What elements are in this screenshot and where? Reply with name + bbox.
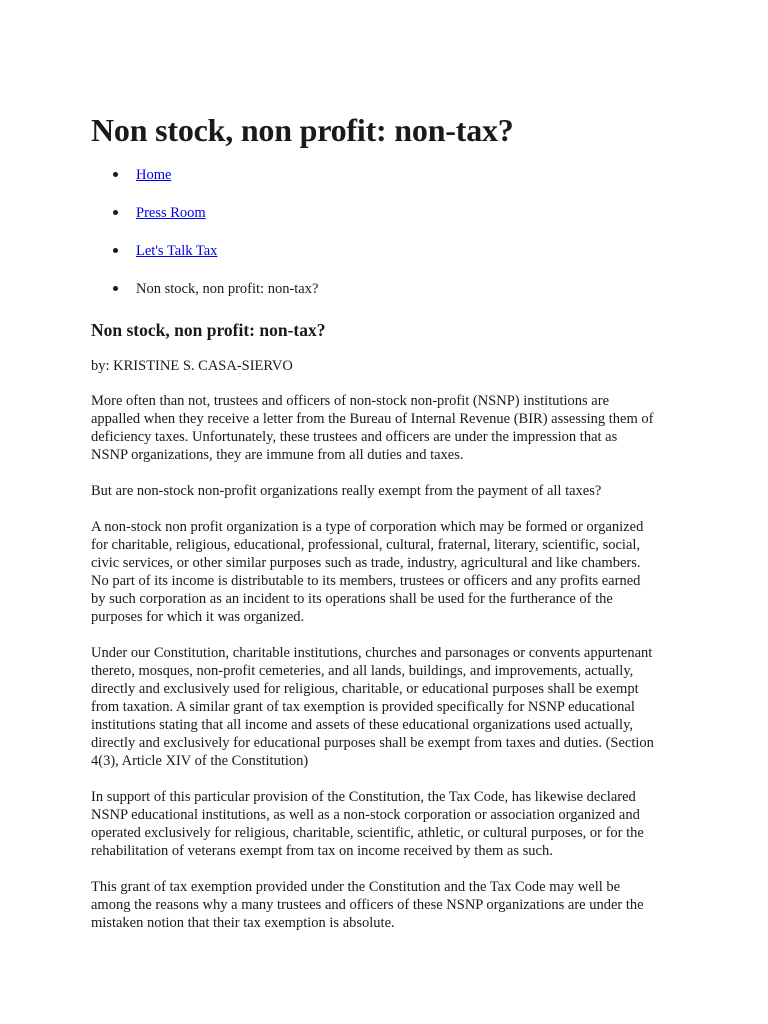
paragraph-line: civic services, or other similar purposes such as trade, industry, agricultural and like chambers.: [91, 555, 641, 571]
paragraph-line: deficiency taxes. Unfortunately, these trustees and officers are under the impression that as: [91, 429, 618, 445]
article-body: [91, 392, 681, 950]
breadcrumb-item-current: [91, 280, 318, 318]
paragraph-line: rehabilitation of veterans exempt from tax on income received by them as such.: [91, 843, 553, 859]
paragraph-line: NSNP organizations, they are immune from all duties and taxes.: [91, 447, 464, 463]
paragraph-line: In support of this particular provision of the Constitution, the Tax Code, has likewise declared: [91, 789, 636, 805]
paragraph-line: mistaken notion that their tax exemption is absolute.: [91, 915, 395, 931]
paragraph-line: NSNP educational institutions, as well as a non-stock corporation or association organized and: [91, 807, 640, 823]
breadcrumb-link-press-room[interactable]: Press Room: [136, 205, 206, 221]
paragraph-line: A non-stock non profit organization is a type of corporation which may be formed or organized: [91, 519, 644, 535]
paragraph-line: among the reasons why a many trustees and officers of these NSNP organizations are under the: [91, 897, 644, 913]
paragraph-line: But are non-stock non-profit organizations really exempt from the payment of all taxes?: [91, 483, 602, 499]
article-byline: by: KRISTINE S. CASA-SIERVO: [91, 358, 293, 374]
paragraph-line: thereto, mosques, non-profit cemeteries, and all lands, buildings, and improvements, actually,: [91, 663, 634, 679]
bullet-icon: [113, 172, 118, 177]
breadcrumb: [91, 166, 318, 318]
breadcrumb-item-home: [91, 166, 318, 204]
paragraph-line: directly and exclusively for educational purposes shall be exempt from taxes and duties. (Section: [91, 735, 654, 751]
article-paragraph: [91, 518, 681, 626]
paragraph-line: for charitable, religious, educational, professional, cultural, fraternal, literary, scientific, social,: [91, 537, 641, 553]
article-title: Non stock, non profit: non-tax?: [91, 320, 326, 340]
breadcrumb-link-lets-talk-tax[interactable]: Let's Talk Tax: [136, 243, 218, 259]
paragraph-line: 4(3), Article XIV of the Constitution): [91, 753, 309, 769]
paragraph-line: operated exclusively for religious, charitable, scientific, athletic, or cultural purposes, or for the: [91, 825, 644, 841]
paragraph-line: institutions stating that all income and assets of these educational organizations used actually,: [91, 717, 634, 733]
article-paragraph: [91, 644, 681, 770]
paragraph-line: directly and exclusively used for religious, charitable, or educational purposes shall be exempt: [91, 681, 639, 697]
paragraph-line: This grant of tax exemption provided under the Constitution and the Tax Code may well be: [91, 879, 621, 895]
paragraph-line: No part of its income is distributable to its members, trustees or officers and any profits earned: [91, 573, 641, 589]
paragraph-line: by such corporation as an incident to its operations shall be used for the furtherance of the: [91, 591, 613, 607]
breadcrumb-current-label: Non stock, non profit: non-tax?: [136, 281, 319, 297]
bullet-icon: [113, 286, 118, 291]
paragraph-line: from taxation. A similar grant of tax exemption is provided specifically for NSNP educational: [91, 699, 635, 715]
bullet-icon: [113, 210, 118, 215]
article-paragraph: [91, 482, 681, 500]
breadcrumb-item-press-room: [91, 204, 318, 242]
page-title: Non stock, non profit: non-tax?: [91, 112, 514, 148]
breadcrumb-item-lets-talk-tax: [91, 242, 318, 280]
paragraph-line: appalled when they receive a letter from the Bureau of Internal Revenue (BIR) assessing them of: [91, 411, 654, 427]
article-paragraph: [91, 788, 681, 860]
article-paragraph: [91, 878, 681, 932]
paragraph-line: purposes for which it was organized.: [91, 609, 305, 625]
article-paragraph: [91, 392, 681, 464]
paragraph-line: Under our Constitution, charitable institutions, churches and parsonages or convents appurtenant: [91, 645, 653, 661]
breadcrumb-link-home[interactable]: Home: [136, 167, 172, 183]
paragraph-line: More often than not, trustees and officers of non-stock non-profit (NSNP) institutions are: [91, 393, 610, 409]
bullet-icon: [113, 248, 118, 253]
